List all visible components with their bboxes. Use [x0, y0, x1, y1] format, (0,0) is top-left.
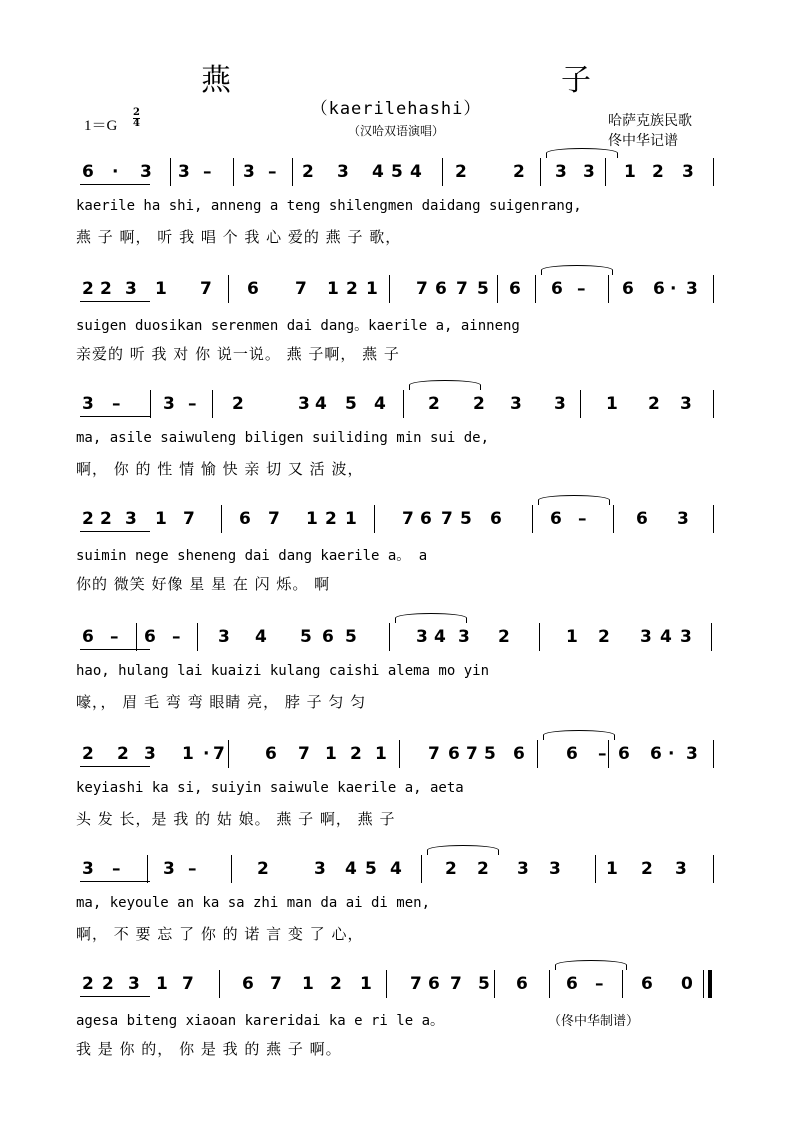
note: ·	[112, 162, 119, 182]
note: 3	[677, 509, 689, 529]
slur-arc	[427, 845, 499, 855]
note: 7	[402, 509, 414, 529]
note: 1	[327, 279, 339, 299]
note: 4	[374, 394, 386, 414]
note: 3	[125, 509, 137, 529]
barline	[532, 505, 533, 533]
note: –	[112, 394, 121, 414]
barline	[228, 275, 229, 303]
beam-line	[80, 416, 150, 417]
note: 1	[366, 279, 378, 299]
note: –	[577, 279, 586, 299]
barline	[170, 158, 171, 186]
note: 1	[155, 509, 167, 529]
lyric-line-chinese: 嚎，， 眉 毛 弯 弯 眼睛 亮， 脖 子 匀 匀	[76, 693, 367, 711]
barline	[212, 390, 213, 418]
beam-line	[80, 766, 150, 767]
note: 3	[680, 394, 692, 414]
note-row	[0, 623, 792, 651]
note: 2	[648, 394, 660, 414]
beam-line	[80, 531, 150, 532]
note: 6	[653, 279, 665, 299]
barline	[150, 390, 151, 418]
note: 7	[200, 279, 212, 299]
note: 3	[554, 394, 566, 414]
note: 2	[330, 974, 342, 994]
barline	[711, 623, 712, 651]
note: 6	[636, 509, 648, 529]
note: 2	[428, 394, 440, 414]
note: 1	[156, 974, 168, 994]
note: 1	[345, 509, 357, 529]
barline	[605, 158, 606, 186]
note: 7	[450, 974, 462, 994]
note: 6	[242, 974, 254, 994]
barline	[389, 623, 390, 651]
note: 2	[100, 279, 112, 299]
barline	[539, 623, 540, 651]
barline	[231, 855, 232, 883]
lyric-line-kazakh: agesa biteng xiaoan kareridai ka e ri le a。	[76, 1013, 445, 1029]
note: 6	[82, 162, 94, 182]
note: 3	[549, 859, 561, 879]
song-subtitle: （kaerilehashi）	[310, 99, 482, 119]
lyric-line-chinese: 啊， 不 要 忘 了 你 的 诺 言 变 了 心，	[76, 925, 364, 943]
note: 1	[566, 627, 578, 647]
note-row	[0, 275, 792, 303]
note: 2	[82, 509, 94, 529]
lyric-line-kazakh: ma, keyoule an ka sa zhi man da ai di men,	[76, 895, 431, 911]
barline	[374, 505, 375, 533]
note: –	[578, 509, 587, 529]
note: 6	[509, 279, 521, 299]
barline	[421, 855, 422, 883]
note: 5	[365, 859, 377, 879]
note: 1	[606, 394, 618, 414]
note: 2	[102, 974, 114, 994]
note: 2	[232, 394, 244, 414]
note: 3	[675, 859, 687, 879]
lyric-line-kazakh: ma, asile saiwuleng biligen suiliding min sui de,	[76, 430, 490, 446]
performance-note: （汉哈双语演唱）	[347, 124, 444, 138]
note: 4	[410, 162, 422, 182]
barline	[595, 855, 596, 883]
barline	[535, 275, 536, 303]
final-barline	[708, 970, 712, 998]
note: 6	[435, 279, 447, 299]
note: 6	[566, 744, 578, 764]
barline	[713, 855, 714, 883]
note: 7	[183, 509, 195, 529]
note: –	[188, 394, 197, 414]
lyric-line-chinese: 我 是 你 的， 你 是 我 的 燕 子 啊。	[76, 1040, 342, 1058]
note: 2	[641, 859, 653, 879]
note: 5	[300, 627, 312, 647]
lyric-line-kazakh: suimin nege sheneng dai dang kaerile a。 a	[76, 548, 428, 564]
note: 6	[618, 744, 630, 764]
slur-arc	[541, 265, 613, 275]
lyric-line-kazakh: kaerile ha shi, anneng a teng shilengmen daidang suigenrang,	[76, 198, 582, 214]
note: 3	[314, 859, 326, 879]
note: 4	[255, 627, 267, 647]
barline	[713, 740, 714, 768]
note: –	[595, 974, 604, 994]
note: 0	[681, 974, 693, 994]
barline	[608, 740, 609, 768]
note-row	[0, 158, 792, 186]
barline	[494, 970, 495, 998]
note: 6	[490, 509, 502, 529]
slur-arc	[395, 613, 467, 623]
note: 6	[247, 279, 259, 299]
note: 3	[583, 162, 595, 182]
note: 5	[477, 279, 489, 299]
note: 3	[140, 162, 152, 182]
note: 2	[325, 509, 337, 529]
note: 6	[513, 744, 525, 764]
barline	[389, 275, 390, 303]
barline	[613, 505, 614, 533]
note: 2	[82, 974, 94, 994]
engraver-note: （佟中华制谱）	[548, 1014, 640, 1029]
lyric-line-chinese: 你的 微笑 好像 星 星 在 闪 烁。 啊	[76, 575, 331, 593]
note: 1	[360, 974, 372, 994]
note: –	[268, 162, 277, 182]
barline	[403, 390, 404, 418]
note: 2	[498, 627, 510, 647]
note: 2	[455, 162, 467, 182]
note: 7	[213, 744, 225, 764]
note: 2	[445, 859, 457, 879]
note: 6	[566, 974, 578, 994]
slur-arc	[546, 148, 618, 158]
barline	[386, 970, 387, 998]
beam-line	[80, 996, 150, 997]
note: 3	[510, 394, 522, 414]
note: 7	[298, 744, 310, 764]
barline	[713, 505, 714, 533]
note: 1	[302, 974, 314, 994]
note: 2	[257, 859, 269, 879]
note-row	[0, 740, 792, 768]
note: 5	[460, 509, 472, 529]
lyric-line-chinese: 燕 子 啊， 听 我 唱 个 我 心 爱的 燕 子 歌，	[76, 228, 402, 246]
lyric-line-kazakh: suigen duosikan serenmen dai dang。kaerile a, ainneng	[76, 318, 520, 334]
barline	[221, 505, 222, 533]
note: 3	[416, 627, 428, 647]
note: 2	[473, 394, 485, 414]
lyric-line-kazakh: hao, hulang lai kuaizi kulang caishi alema mo yin	[76, 663, 490, 679]
barline	[219, 970, 220, 998]
note: 2	[82, 279, 94, 299]
note: 2	[302, 162, 314, 182]
note: ·	[668, 744, 675, 764]
note: 3	[163, 394, 175, 414]
note: ·	[203, 744, 210, 764]
note: 3	[218, 627, 230, 647]
note: 6	[82, 627, 94, 647]
slur-arc	[543, 730, 615, 740]
barline	[228, 740, 229, 768]
note: 3	[82, 859, 94, 879]
slur-arc	[555, 960, 627, 970]
note: 7	[295, 279, 307, 299]
note: 6	[428, 974, 440, 994]
note: 6	[641, 974, 653, 994]
beam-line	[80, 649, 150, 650]
note: 7	[270, 974, 282, 994]
barline	[713, 158, 714, 186]
note: 1	[182, 744, 194, 764]
key-signature: 1＝G	[84, 118, 118, 134]
note: 4	[434, 627, 446, 647]
meter-bottom: 4	[133, 118, 140, 129]
note: 3	[640, 627, 652, 647]
credit-origin: 哈萨克族民歌	[608, 113, 692, 129]
beam-line	[80, 301, 150, 302]
note: 6	[144, 627, 156, 647]
note: 6	[265, 744, 277, 764]
note: 2	[100, 509, 112, 529]
note: 5	[345, 627, 357, 647]
barline	[608, 275, 609, 303]
note: 6	[239, 509, 251, 529]
note: 6	[650, 744, 662, 764]
note: 3	[680, 627, 692, 647]
note: 7	[466, 744, 478, 764]
note: –	[172, 627, 181, 647]
note: 7	[410, 974, 422, 994]
note: 3	[682, 162, 694, 182]
note: 6	[322, 627, 334, 647]
note: 3	[125, 279, 137, 299]
credit-notation: 佟中华记谱	[608, 133, 678, 149]
note: 4	[372, 162, 384, 182]
barline	[713, 275, 714, 303]
final-barline-thin	[703, 970, 704, 998]
note: 5	[391, 162, 403, 182]
note: 1	[375, 744, 387, 764]
note: 1	[306, 509, 318, 529]
barline	[292, 158, 293, 186]
note: 1	[624, 162, 636, 182]
barline	[442, 158, 443, 186]
note-row	[0, 970, 792, 998]
note: ·	[670, 279, 677, 299]
note-row	[0, 855, 792, 883]
note: 6	[551, 279, 563, 299]
beam-line	[80, 881, 150, 882]
song-title: 燕 子	[201, 63, 741, 98]
note: 1	[325, 744, 337, 764]
note: 3	[178, 162, 190, 182]
note: 7	[441, 509, 453, 529]
barline	[147, 855, 148, 883]
note: 6	[516, 974, 528, 994]
beam-line	[80, 184, 150, 185]
note: 5	[345, 394, 357, 414]
note: 3	[128, 974, 140, 994]
note: 3	[144, 744, 156, 764]
note: 2	[117, 744, 129, 764]
note: 3	[517, 859, 529, 879]
note: 4	[390, 859, 402, 879]
note: 6	[448, 744, 460, 764]
note: 3	[243, 162, 255, 182]
note: –	[188, 859, 197, 879]
barline	[197, 623, 198, 651]
note: 3	[337, 162, 349, 182]
note: 6	[420, 509, 432, 529]
note: –	[598, 744, 607, 764]
barline	[580, 390, 581, 418]
note: –	[112, 859, 121, 879]
barline	[497, 275, 498, 303]
note: 5	[478, 974, 490, 994]
note: 4	[315, 394, 327, 414]
note: 2	[346, 279, 358, 299]
note: 7	[416, 279, 428, 299]
slur-arc	[409, 380, 481, 390]
note: 3	[298, 394, 310, 414]
note: –	[110, 627, 119, 647]
note: 3	[555, 162, 567, 182]
slur-arc	[538, 495, 610, 505]
note: 3	[163, 859, 175, 879]
note: 1	[606, 859, 618, 879]
note: 7	[182, 974, 194, 994]
barline	[713, 390, 714, 418]
note: 7	[428, 744, 440, 764]
note: 2	[477, 859, 489, 879]
note: 2	[513, 162, 525, 182]
lyric-line-kazakh: keyiashi ka si, suiyin saiwule kaerile a, aeta	[76, 780, 464, 796]
barline	[399, 740, 400, 768]
note: 3	[458, 627, 470, 647]
note-row	[0, 390, 792, 418]
note: 4	[660, 627, 672, 647]
time-signature	[133, 108, 140, 129]
note: 2	[82, 744, 94, 764]
note: 7	[268, 509, 280, 529]
lyric-line-chinese: 头 发 长，是 我 的 姑 娘。 燕 子 啊， 燕 子	[76, 810, 396, 828]
note: 3	[82, 394, 94, 414]
note: 6	[622, 279, 634, 299]
barline	[622, 970, 623, 998]
barline	[537, 740, 538, 768]
note: 3	[686, 744, 698, 764]
barline	[540, 158, 541, 186]
barline	[136, 623, 137, 651]
barline	[549, 970, 550, 998]
lyric-line-chinese: 啊， 你 的 性 情 愉 快 亲 切 又 活 波，	[76, 460, 364, 478]
meter-top: 2	[133, 107, 140, 118]
note-row	[0, 505, 792, 533]
note: 6	[550, 509, 562, 529]
note: 3	[686, 279, 698, 299]
note: 2	[350, 744, 362, 764]
note: 1	[155, 279, 167, 299]
note: 7	[456, 279, 468, 299]
note: 4	[345, 859, 357, 879]
note: –	[203, 162, 212, 182]
lyric-line-chinese: 亲爱的 听 我 对 你 说一说。 燕 子啊， 燕 子	[76, 345, 400, 363]
note: 5	[484, 744, 496, 764]
note: 2	[652, 162, 664, 182]
barline	[233, 158, 234, 186]
note: 2	[598, 627, 610, 647]
